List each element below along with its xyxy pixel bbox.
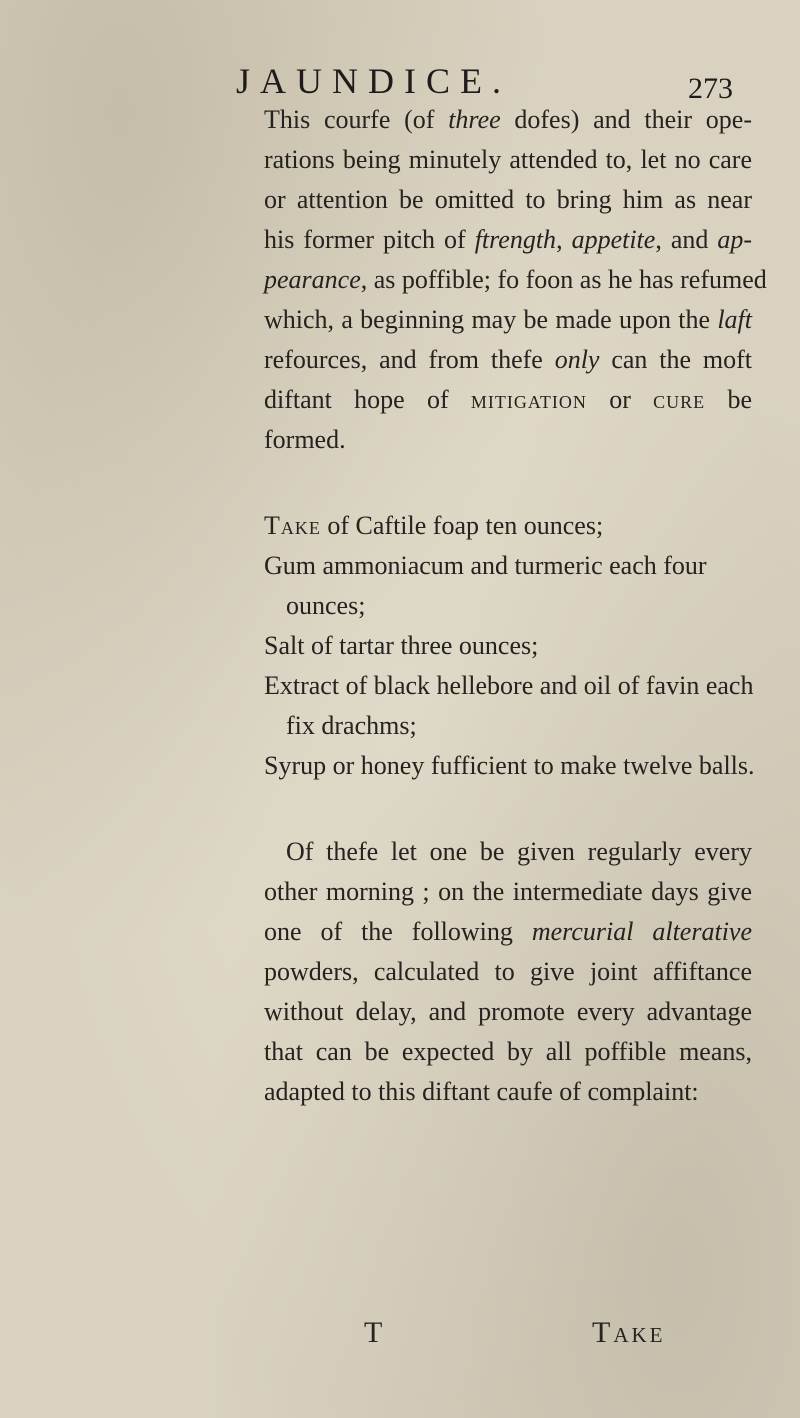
text-line: without delay, and promote every advantage: [264, 997, 752, 1026]
recipe-item: Gum ammoniacum and turmeric each four: [264, 551, 707, 580]
take-label: Take: [264, 511, 321, 540]
text-line: other morning ; on the intermediate days give: [264, 877, 752, 906]
page-footer: [0, 1316, 800, 1366]
catchword: Take: [592, 1316, 666, 1349]
paragraph-1: [264, 100, 767, 460]
recipe-item-continued: fix drachms;: [286, 711, 417, 740]
page-number: 273: [688, 72, 733, 105]
signature-mark: T: [364, 1316, 383, 1349]
text-line: adapted to this diftant caufe of complaint:: [264, 1077, 699, 1106]
text-line: powders, calculated to give joint affiftance: [264, 957, 752, 986]
text-line: diftant hope of mitigation or cure be: [264, 385, 752, 414]
page-header: [0, 52, 800, 105]
text-line: or attention be omitted to bring him as near: [264, 185, 752, 214]
text-line: his former pitch of ftrength, appetite, and ap-: [264, 225, 753, 254]
text-line: Of thefe let one be given regularly every: [286, 837, 752, 866]
text-line: which, a beginning may be made upon the laft: [264, 305, 752, 334]
body-text: [264, 100, 767, 1112]
recipe-item: Syrup or honey fufficient to make twelve balls.: [264, 751, 755, 780]
text-line: rations being minutely attended to, let no care: [264, 145, 752, 174]
recipe-item: Extract of black hellebore and oil of favin each: [264, 671, 754, 700]
recipe-item: Take of Caftile foap ten ounces;: [264, 511, 604, 540]
recipe: [264, 506, 755, 786]
paragraph-2: [264, 832, 752, 1112]
text-line: refources, and from thefe only can the moft: [264, 345, 752, 374]
text-line: This courfe (of three dofes) and their ope-: [264, 105, 753, 134]
running-title: JAUNDICE.: [236, 61, 511, 101]
text-line: pearance, as poffible; fo foon as he has refumed: [264, 265, 767, 294]
text-line: formed.: [264, 425, 346, 454]
recipe-item-continued: ounces;: [286, 591, 366, 620]
text-line: one of the following mercurial alterative: [264, 917, 752, 946]
recipe-item: Salt of tartar three ounces;: [264, 631, 539, 660]
text-line: that can be expected by all poffible means,: [264, 1037, 752, 1066]
